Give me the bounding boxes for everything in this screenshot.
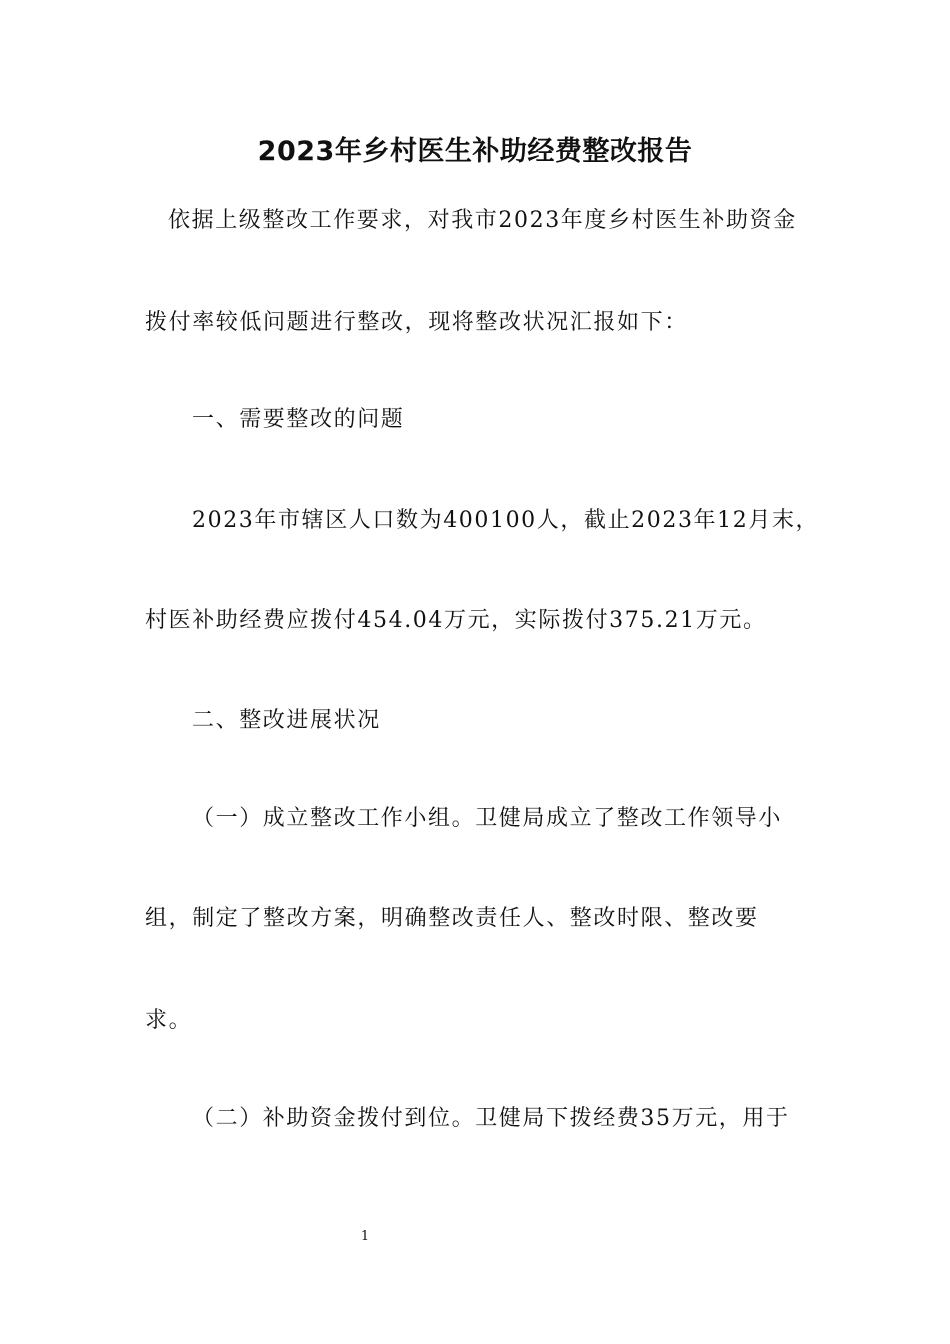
body-line-4: 村医补助经费应拨付454.04万元，实际拨付375.21万元。 <box>145 608 767 633</box>
body-line-7: 求。 <box>145 1008 193 1033</box>
document-title: 2023年乡村医生补助经费整改报告 <box>257 136 693 167</box>
body-line-2: 拨付率较低问题进行整改，现将整改状况汇报如下： <box>145 310 688 335</box>
body-line-1: 依据上级整改工作要求，对我市2023年度乡村医生补助资金 <box>168 208 797 233</box>
section-heading-2: 二、整改进展状况 <box>192 708 381 733</box>
section-heading-1: 一、需要整改的问题 <box>192 407 405 432</box>
body-line-3: 2023年市辖区人口数为400100人，截止2023年12月末， <box>192 508 820 533</box>
body-line-6: 组，制定了整改方案，明确整改责任人、整改时限、整改要 <box>145 906 759 931</box>
body-line-8: （二）补助资金拨付到位。卫健局下拨经费35万元，用于 <box>192 1106 790 1131</box>
page-number: 1 <box>360 1229 370 1244</box>
body-line-5: （一）成立整改工作小组。卫健局成立了整改工作领导小 <box>192 806 783 831</box>
